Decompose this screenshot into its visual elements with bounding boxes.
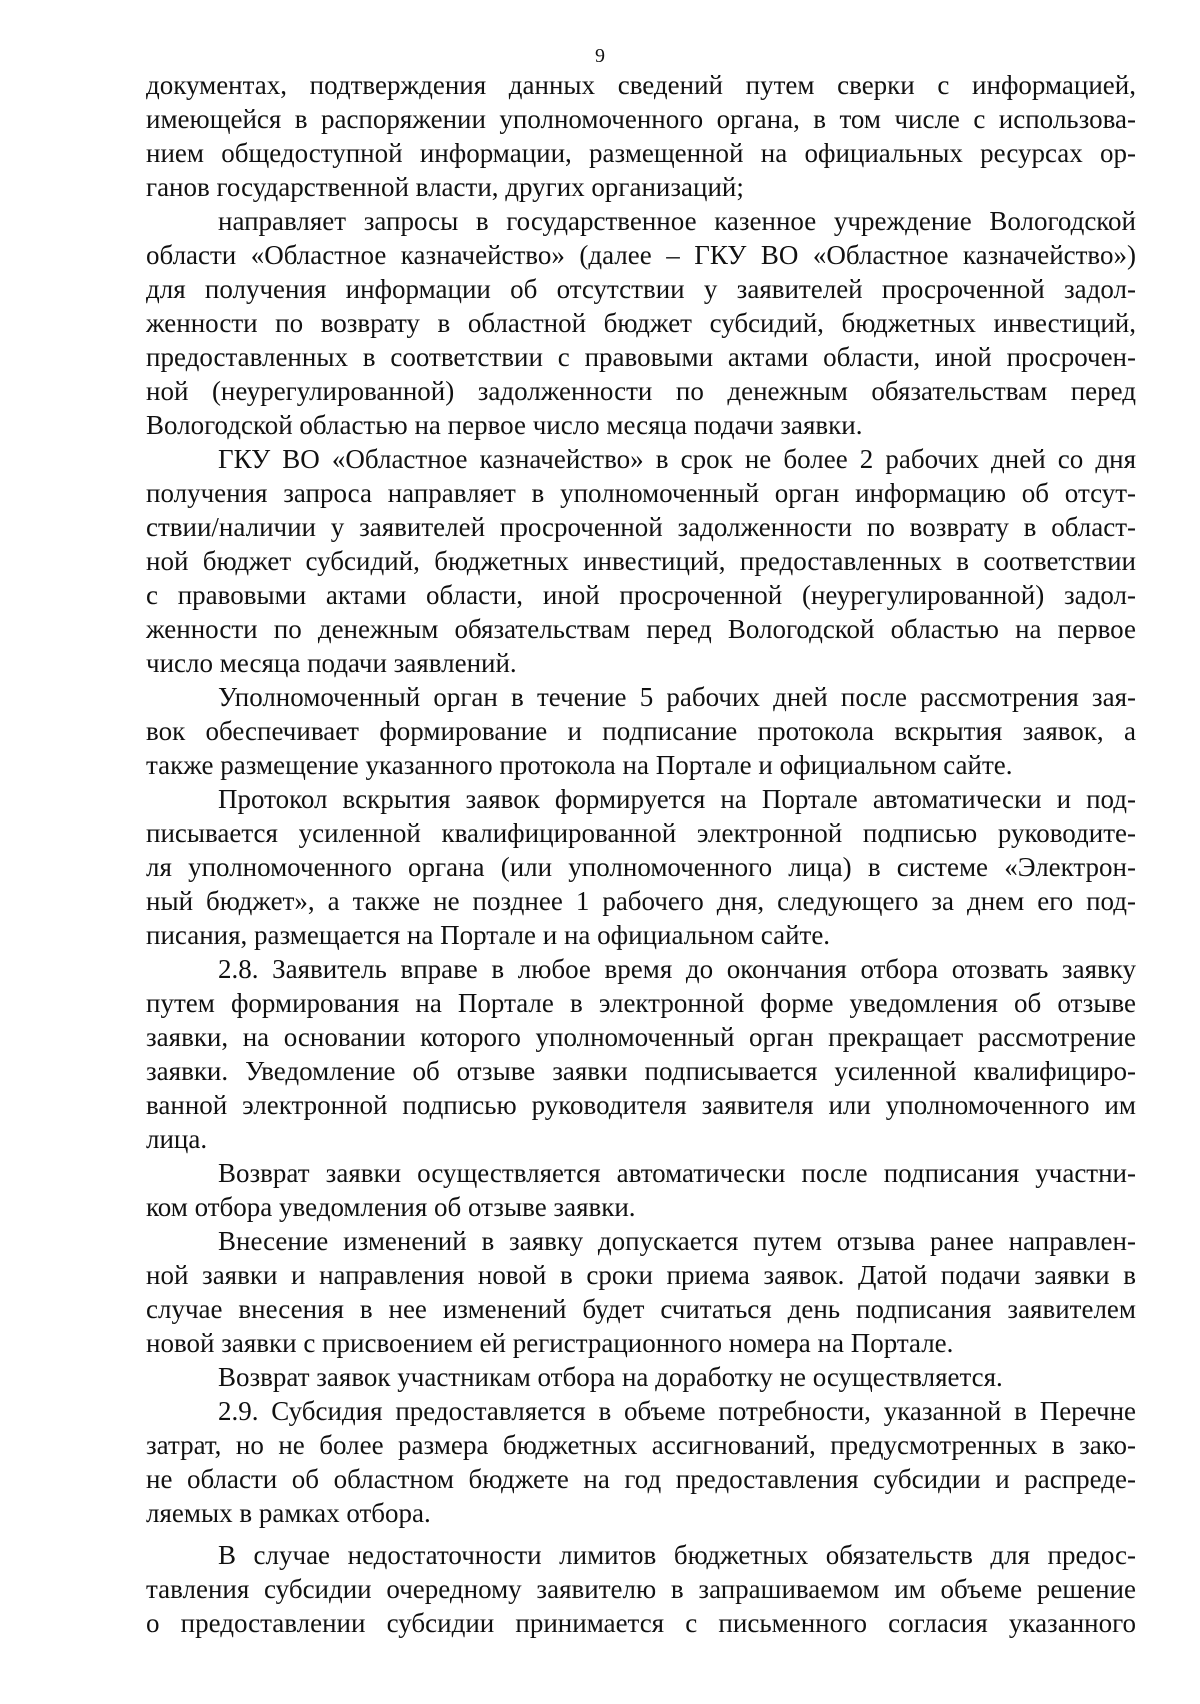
text-line: имеющейся в распоряжении уполномоченного органа, в том числе с использова- bbox=[146, 104, 1136, 134]
text-line: не области об областном бюджете на год предоставления субсидии и распреде- bbox=[146, 1464, 1136, 1494]
text-line: Возврат заявок участникам отбора на доработку не осуществляется. bbox=[218, 1362, 1003, 1392]
text-line: ГКУ ВО «Областное казначейство» в срок не более 2 рабочих дней со дня bbox=[218, 444, 1136, 474]
text-line: Протокол вскрытия заявок формируется на Портале автоматически и под- bbox=[218, 784, 1136, 814]
text-line: с правовыми актами области, иной просроченной (неурегулированной) задол- bbox=[146, 580, 1136, 610]
text-line: ный бюджет», а также не позднее 1 рабочего дня, следующего за днем его под- bbox=[146, 886, 1136, 916]
text-line: новой заявки с присвоением ей регистрационного номера на Портале. bbox=[146, 1328, 954, 1358]
text-line: женности по денежным обязательствам перед Вологодской областью на первое bbox=[146, 614, 1136, 644]
text-line: заявки, на основании которого уполномоченный орган прекращает рассмотрение bbox=[146, 1022, 1136, 1052]
text-line: ной бюджет субсидий, бюджетных инвестиций, предоставленных в соответствии bbox=[146, 546, 1136, 576]
text-line: тавления субсидии очередному заявителю в запрашиваемом им объеме решение bbox=[146, 1574, 1136, 1604]
text-line: ком отбора уведомления об отзыве заявки. bbox=[146, 1192, 636, 1222]
text-line: направляет запросы в государственное казенное учреждение Вологодской bbox=[218, 206, 1136, 236]
text-line: случае внесения в нее изменений будет считаться день подписания заявителем bbox=[146, 1294, 1136, 1324]
text-line: предоставленных в соответствии с правовыми актами области, иной просрочен- bbox=[146, 342, 1136, 372]
text-line: писания, размещается на Портале и на официальном сайте. bbox=[146, 920, 831, 950]
text-line: путем формирования на Портале в электронной форме уведомления об отзыве bbox=[146, 988, 1136, 1018]
page-number: 9 bbox=[595, 45, 605, 67]
text-line: области «Областное казначейство» (далее – ГКУ ВО «Областное казначейство») bbox=[146, 240, 1136, 270]
text-line: писывается усиленной квалифицированной электронной подписью руководите- bbox=[146, 818, 1136, 848]
text-line: затрат, но не более размера бюджетных ассигнований, предусмотренных в зако- bbox=[146, 1430, 1136, 1460]
text-line: для получения информации об отсутствии у заявителей просроченной задол- bbox=[146, 274, 1136, 304]
text-line: 2.9. Субсидия предоставляется в объеме потребности, указанной в Перечне bbox=[218, 1396, 1136, 1426]
text-line: нием общедоступной информации, размещенной на официальных ресурсах ор- bbox=[146, 138, 1136, 168]
text-line: ной заявки и направления новой в сроки приема заявок. Датой подачи заявки в bbox=[146, 1260, 1136, 1290]
text-line: вок обеспечивает формирование и подписание протокола вскрытия заявок, а bbox=[146, 716, 1136, 746]
text-line: ванной электронной подписью руководителя заявителя или уполномоченного им bbox=[146, 1090, 1136, 1120]
text-line: 2.8. Заявитель вправе в любое время до окончания отбора отозвать заявку bbox=[218, 954, 1136, 984]
text-line: получения запроса направляет в уполномоченный орган информацию об отсут- bbox=[146, 478, 1136, 508]
text-line: число месяца подачи заявлений. bbox=[146, 648, 517, 678]
text-line: о предоставлении субсидии принимается с письменного согласия указанного bbox=[146, 1608, 1136, 1638]
text-line: документах, подтверждения данных сведений путем сверки с информацией, bbox=[146, 70, 1136, 100]
text-line: ляемых в рамках отбора. bbox=[146, 1498, 431, 1528]
text-line: женности по возврату в областной бюджет субсидий, бюджетных инвестиций, bbox=[146, 308, 1136, 338]
text-line: ганов государственной власти, других организаций; bbox=[146, 172, 744, 202]
text-line: Вологодской областью на первое число месяца подачи заявки. bbox=[146, 410, 863, 440]
text-line: лица. bbox=[146, 1124, 208, 1154]
text-line: ной (неурегулированной) задолженности по денежным обязательствам перед bbox=[146, 376, 1136, 406]
text-line: заявки. Уведомление об отзыве заявки подписывается усиленной квалифициро- bbox=[146, 1056, 1136, 1086]
text-line: В случае недостаточности лимитов бюджетных обязательств для предос- bbox=[218, 1540, 1136, 1570]
text-line: ствии/наличии у заявителей просроченной задолженности по возврату в област- bbox=[146, 512, 1136, 542]
text-line: Возврат заявки осуществляется автоматически после подписания участни- bbox=[218, 1158, 1136, 1188]
text-line: Внесение изменений в заявку допускается путем отзыва ранее направлен- bbox=[218, 1226, 1136, 1256]
text-line: Уполномоченный орган в течение 5 рабочих дней после рассмотрения зая- bbox=[218, 682, 1136, 712]
text-line: также размещение указанного протокола на Портале и официальном сайте. bbox=[146, 750, 1013, 780]
text-line: ля уполномоченного органа (или уполномоченного лица) в системе «Электрон- bbox=[146, 852, 1136, 882]
